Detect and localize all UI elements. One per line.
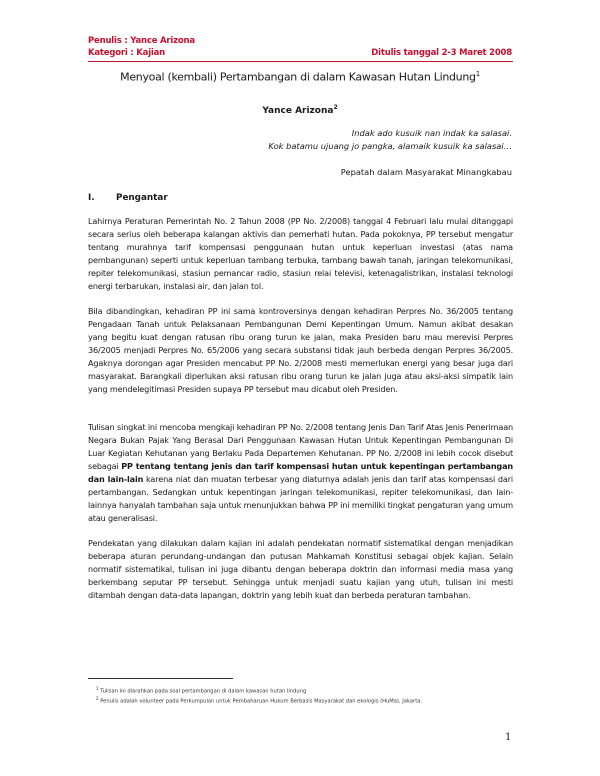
footnote-2: [96, 696, 422, 705]
paragraph-1: Lahirnya Peraturan Pemerintah No. 2 Tahun 2008 (PP No. 2/2008) tanggal 4 Februari lalu mulai ditanggapi secara serius oleh beberapa kalangan aktivis dan pemerhati hutan. Pada pokoknya, PP tersebut mengatur tentang murahnya tarif kompensasi penggunaan hutan untuk keperluan investasi (atas nama pembangunan) seperti untuk keperluan tambang terbuka, tambang bawah tanah, jaringan telekomunikasi, repiter telekomunikasi, stasiun pemancar radio, stasiun relai televisi, ketenagalistrikan, instalasi teknologi energi terbarukan, instalasi air, dan jalan tol.: [88, 216, 513, 291]
footnote-rule: [88, 678, 233, 679]
category-meta: Kategori : Kajian: [88, 48, 166, 58]
title-text: Menyoal (kembali) Pertambangan di dalam Kawasan Hutan Lindung: [120, 70, 476, 84]
author-name: [0, 104, 600, 116]
section-number: I.: [88, 193, 95, 203]
paragraph-2: Bila dibandingkan, kehadiran PP ini sama kontroversinya dengan kehadiran Perpres No. 36/2005 tentang Pengadaan Tanah untuk Pelaksanaan Pembangunan Demi Kepentingan Umum. Namun akibat desakan yang begitu kuat dengan ratusan ribu orang turun ke jalan, maka Presiden baru mau merevisi Perpres 36/2005 menjadi Perpres No. 65/2006 yang secara substansi tidak jauh berbeda dengan Perpres 36/2005. Agaknya dorongan agar Presiden mencabut PP No. 2/2008 mesti memerlukan energi yang besar juga dari masyarakat. Barangkali diperlukan aksi ratusan ribu orang turun ke jalan juga atau aksi-aksi simpatik lain yang mendelegitimasi Presiden supaya PP tersebut mau dicabut oleh Presiden.: [88, 306, 513, 394]
title-footnote-ref[interactable]: 1: [475, 70, 480, 78]
author-footnote-ref[interactable]: 2: [333, 104, 338, 111]
section-title: Pengantar: [116, 193, 168, 203]
header-rule: [88, 61, 513, 62]
paragraph-3: [88, 421, 513, 525]
footnote-1-text: Tulisan ini diarahkan pada soal pertambangan di dalam kawasan hutan lindung: [100, 688, 307, 695]
epigraph-source: Pepatah dalam Masyarakat Minangkabau: [340, 167, 512, 177]
paragraph-3-start: Tulisan singkat ini mencoba mengkaji kehadiran PP No. 2/2008 tentang Jenis Dan Tarif Atas Jenis Penerimaan Negara Bukan Pajak Yang Berasal Dari Penggunaan Kawasan Hutan Untuk Kepentingan Pembangunan Di Luar Kegiatan Kehutanan yang Berlaku Pada Departemen Kehutanan. PP No. 2/2008 ini lebih cocok disebut sebagai: [88, 422, 513, 471]
date-meta: Ditulis tanggal 2-3 Maret 2008: [371, 48, 512, 58]
paragraph-3-bold: PP tentang tentang jenis dan tarif kompensasi hutan untuk kepentingan pertambangan dan lain-lain: [88, 461, 514, 484]
footnote-2-mark: 2: [96, 696, 99, 701]
footnote-2-text: Penulis adalah volunteer pada Perkumpulan untuk Pembaharuan Hukum Berbasis Masyarakat dan ekologis (HuMa), Jakarta.: [100, 698, 423, 705]
section-heading: [88, 193, 168, 203]
footnote-1: [96, 686, 306, 695]
footnote-1-mark: 1: [96, 686, 99, 691]
author-text: Yance Arizona: [262, 106, 334, 116]
document-title: [0, 70, 600, 84]
epigraph-line-2: Kok batamu ujuang jo pangka, alamaik kusuik ka salasai…: [268, 141, 512, 151]
paragraph-3-end: karena niat dan muatan terbesar yang diaturnya adalah jenis dan tarif atas kompensasi dari pertambangan. Sedangkan untuk kepentingan jaringan telekomunikasi, repiter telekomunikasi, dan lain-lainnya hanyalah tambahan saja untuk menunjukkan bahwa PP ini memiliki tingkat pengaturan yang umum atau generalisasi.: [88, 474, 513, 523]
paragraph-4: Pendekatan yang dilakukan dalam kajian ini adalah pendekatan normatif sistematikal dengan menjadikan beberapa aturan perundang-undangan dan putusan Mahkamah Konstitusi sebagai objek kajian. Selain normatif sistematikal, tulisan ini juga dibantu dengan beberapa doktrin dan informasi media masa yang berkembang seputar PP tersebut. Sehingga untuk menjadi suatu kajian yang utuh, tulisan ini mesti ditambah dengan data-data lapangan, doktrin yang lebih kuat dan berbeda peraturan tambahan.: [88, 538, 513, 600]
author-meta: Penulis : Yance Arizona: [88, 36, 195, 46]
epigraph-line-1: Indak ado kusuik nan indak ka salasai.: [351, 128, 512, 138]
page-number: 1: [505, 732, 512, 743]
